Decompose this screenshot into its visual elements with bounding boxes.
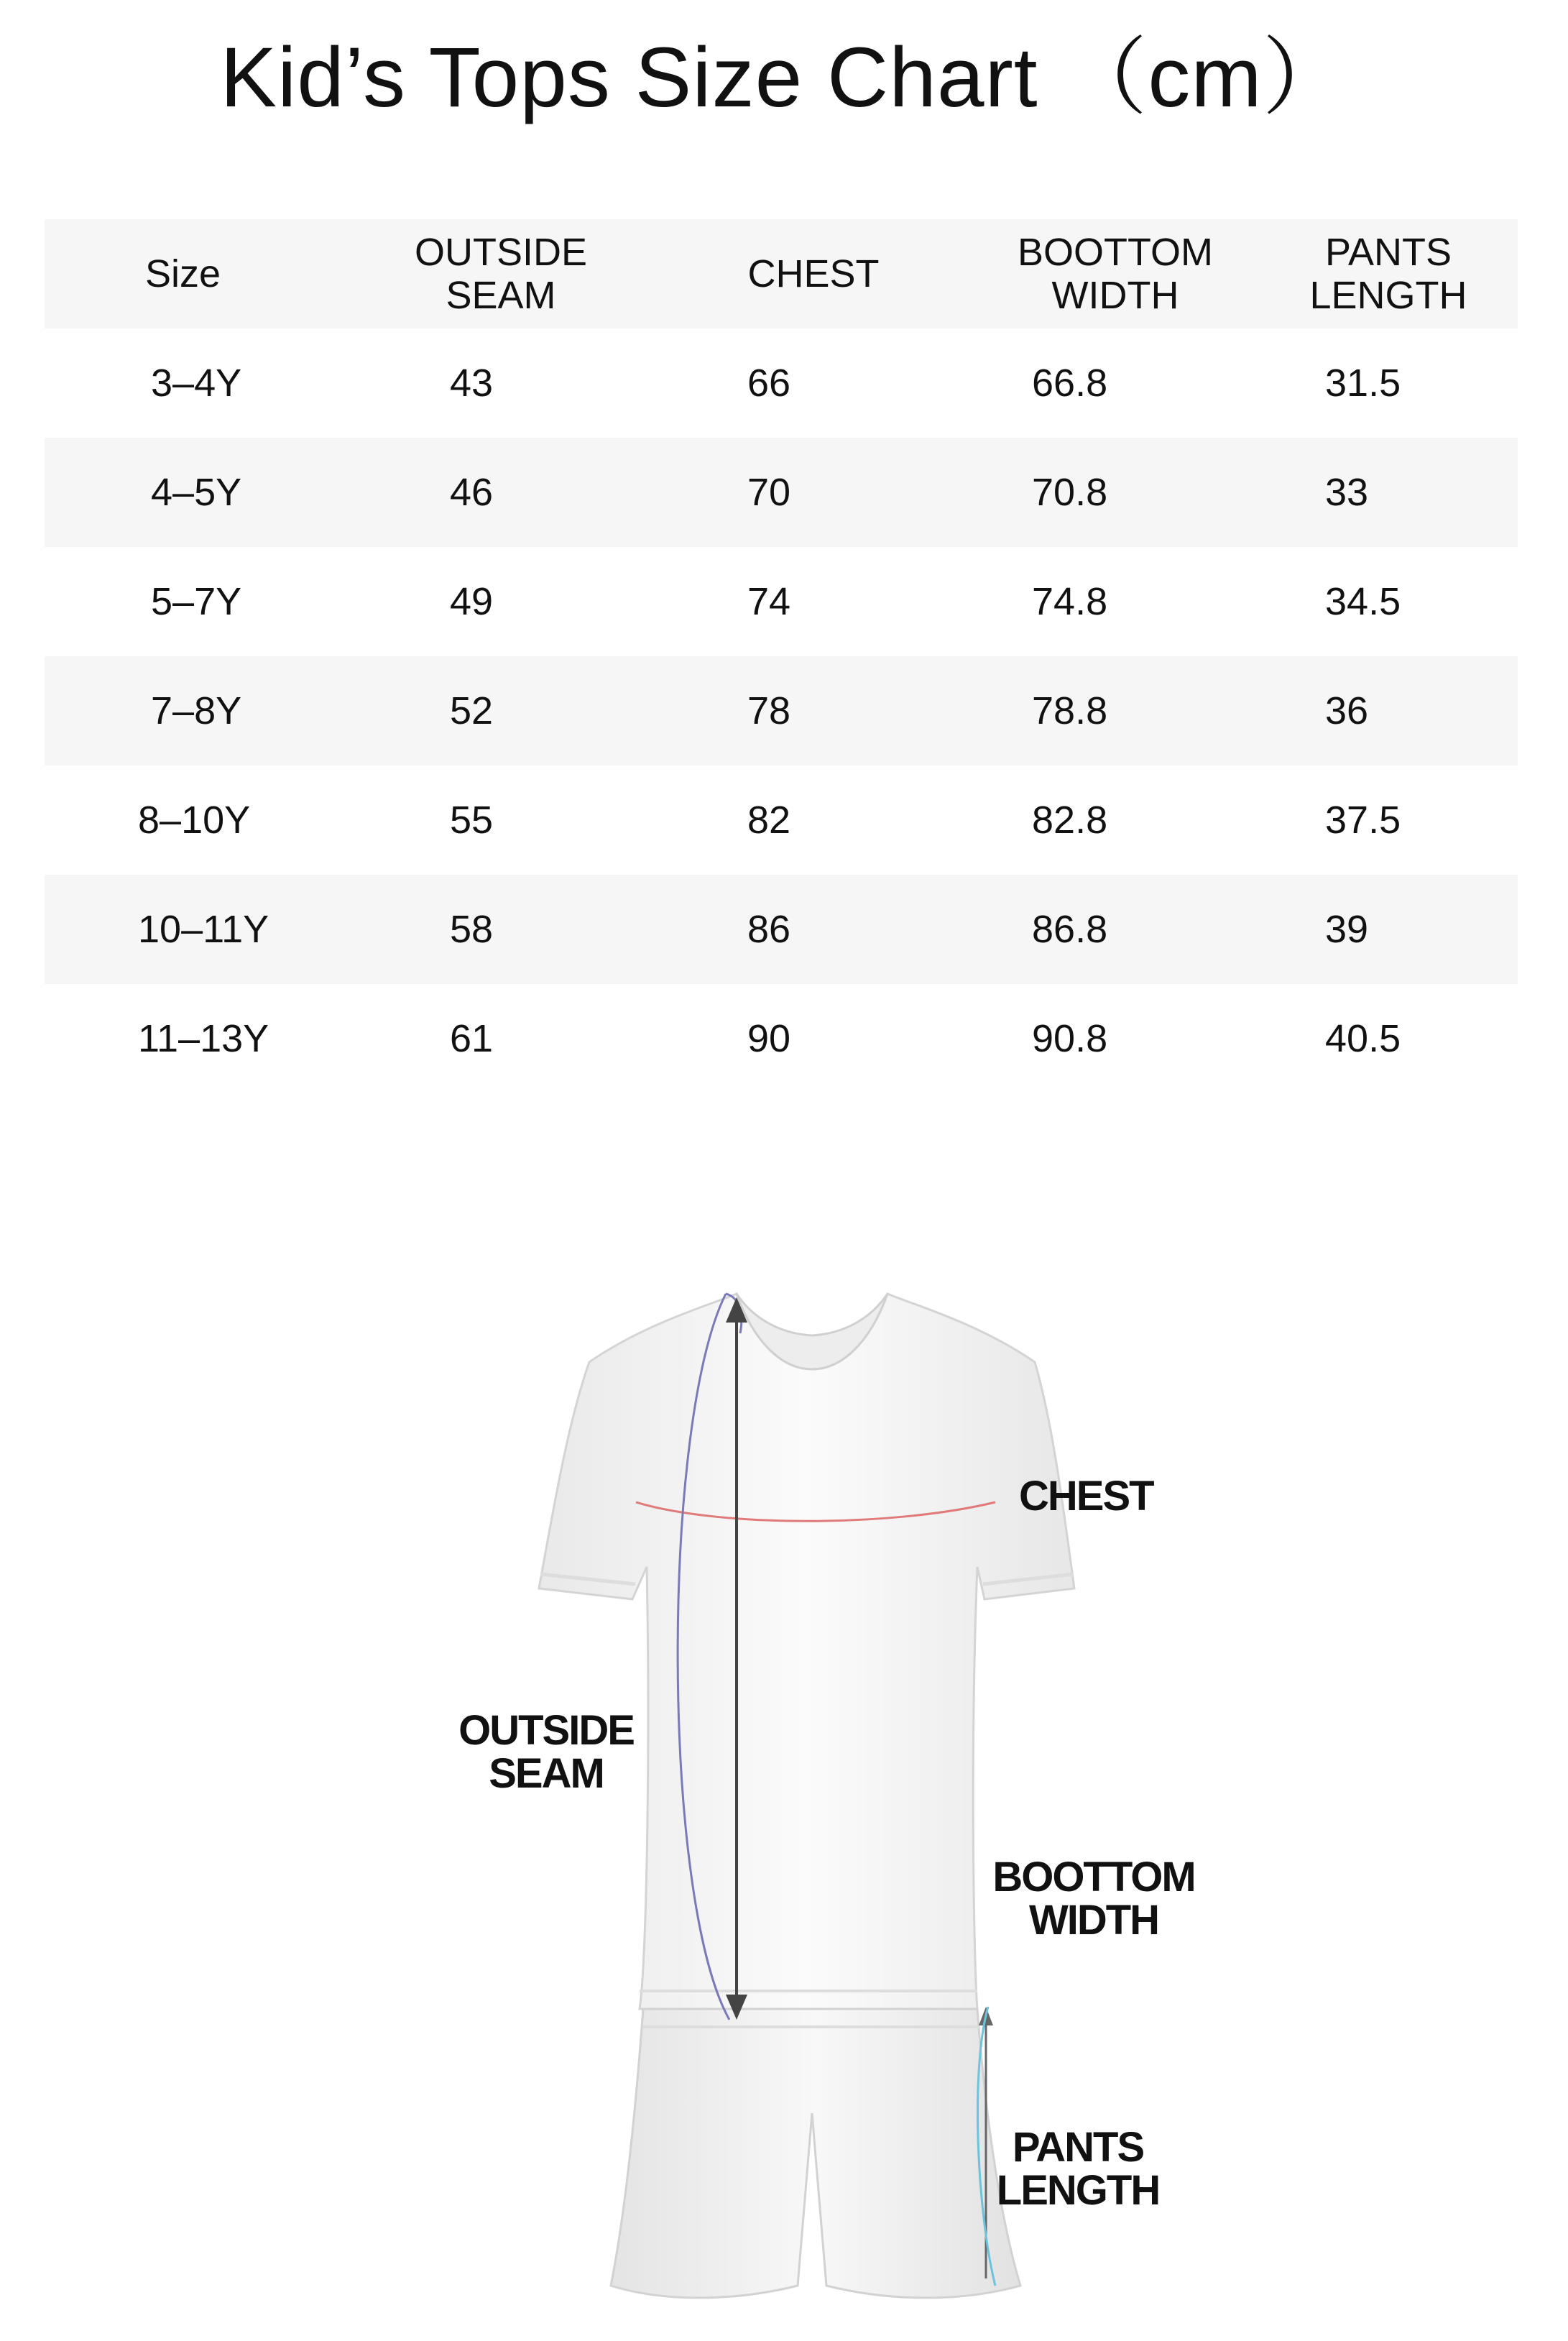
pants-length-label: PANTS LENGTH bbox=[996, 2124, 1160, 2214]
cell-bottom-width: 74.8 bbox=[1032, 580, 1108, 623]
cell-chest: 82 bbox=[747, 799, 791, 842]
cell-outside-seam: 46 bbox=[450, 471, 494, 514]
header-outside-seam: OUTSIDE SEAM bbox=[414, 231, 588, 317]
cell-size: 5–7Y bbox=[151, 580, 242, 623]
cell-chest: 66 bbox=[747, 362, 791, 405]
header-chest: CHEST bbox=[747, 252, 880, 295]
table-row bbox=[45, 438, 1518, 547]
cell-chest: 70 bbox=[747, 471, 791, 514]
cell-pants-length: 40.5 bbox=[1325, 1017, 1401, 1060]
cell-size: 3–4Y bbox=[151, 362, 242, 405]
table-row bbox=[45, 328, 1518, 438]
cell-chest: 90 bbox=[747, 1017, 791, 1060]
cell-size: 4–5Y bbox=[151, 471, 242, 514]
cell-pants-length: 33 bbox=[1325, 471, 1369, 514]
table-row bbox=[45, 984, 1518, 1093]
kit-illustration bbox=[0, 1208, 1568, 2341]
cell-pants-length: 37.5 bbox=[1325, 799, 1401, 842]
cell-pants-length: 36 bbox=[1325, 689, 1369, 732]
header-pants-length: PANTS LENGTH bbox=[1309, 231, 1467, 317]
cell-outside-seam: 52 bbox=[450, 689, 494, 732]
cell-chest: 86 bbox=[747, 908, 791, 951]
table-row bbox=[45, 547, 1518, 656]
cell-outside-seam: 55 bbox=[450, 799, 494, 842]
cell-outside-seam: 58 bbox=[450, 908, 494, 951]
cell-pants-length: 34.5 bbox=[1325, 580, 1401, 623]
page-title: Kid’s Tops Size Chart （cm） bbox=[220, 30, 1348, 125]
garment-diagram bbox=[0, 1208, 1568, 2341]
cell-bottom-width: 90.8 bbox=[1032, 1017, 1108, 1060]
cell-chest: 78 bbox=[747, 689, 791, 732]
cell-size: 11–13Y bbox=[138, 1017, 269, 1060]
cell-chest: 74 bbox=[747, 580, 791, 623]
cell-bottom-width: 66.8 bbox=[1032, 362, 1108, 405]
bottom-width-label: BOOTTOM WIDTH bbox=[992, 1854, 1195, 1944]
cell-bottom-width: 82.8 bbox=[1032, 799, 1108, 842]
cell-size: 7–8Y bbox=[151, 689, 242, 732]
cell-outside-seam: 43 bbox=[450, 362, 494, 405]
size-table bbox=[45, 219, 1518, 1093]
cell-pants-length: 39 bbox=[1325, 908, 1369, 951]
table-row bbox=[45, 875, 1518, 984]
cell-bottom-width: 86.8 bbox=[1032, 908, 1108, 951]
cell-outside-seam: 49 bbox=[450, 580, 494, 623]
table-row bbox=[45, 656, 1518, 765]
header-bottom-width: BOOTTOM WIDTH bbox=[1017, 231, 1213, 317]
cell-size: 10–11Y bbox=[138, 908, 269, 951]
chest-label: CHEST bbox=[1019, 1473, 1153, 1519]
cell-bottom-width: 78.8 bbox=[1032, 689, 1108, 732]
table-header-row bbox=[45, 219, 1518, 328]
cell-bottom-width: 70.8 bbox=[1032, 471, 1108, 514]
cell-size: 8–10Y bbox=[138, 799, 251, 842]
outside-seam-label: OUTSIDE SEAM bbox=[458, 1707, 634, 1797]
cell-outside-seam: 61 bbox=[450, 1017, 494, 1060]
table-row bbox=[45, 765, 1518, 875]
cell-pants-length: 31.5 bbox=[1325, 362, 1401, 405]
header-size: Size bbox=[145, 252, 221, 295]
shorts-shape bbox=[611, 2009, 1020, 2298]
